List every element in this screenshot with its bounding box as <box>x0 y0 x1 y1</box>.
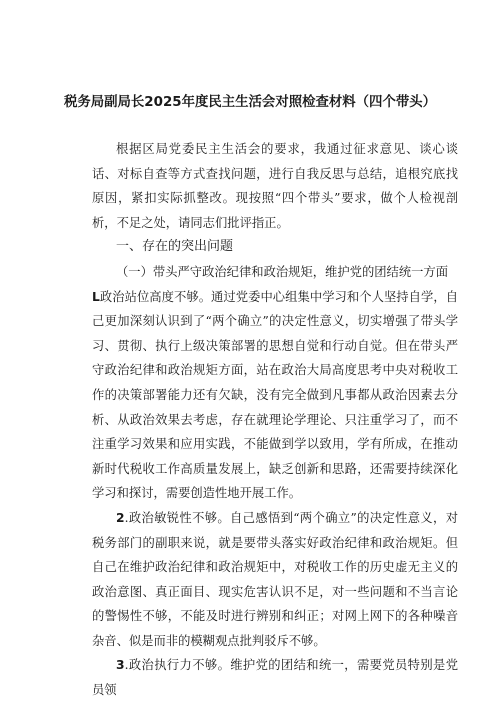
section-heading-problems: 一、存在的突出问题 <box>116 239 234 255</box>
document-title: 税务局副局长2025年度民主生活会对照检查材料（四个带头） <box>63 95 437 110</box>
item-1-text: 政治站位高度不够。通过党委中心组集中学习和个人坚持自学，自己更加深刻认识到了“两个确立”的决定性意义，切实增强了带头学习、贯彻、执行上级决策部署的思想自觉和行动自觉。但在带头严守政治纪律和政治规矩方面，站在政治大局高度思考中央对税收工作的决策部署能力还有欠缺，没有完全做到凡事都从政治因素去分析、从政治效果去考虑，存在就理论学理论、只注重学习了，而不注重学习效果和应用实践，不能做到学以致用，学有所成，在推动新时代税收工作高质量发展上，缺乏创新和思路，还需要持续深化学习和探讨，需要创造性地开展工作。 <box>92 289 458 501</box>
item-2-text: .政治敏锐性不够。自己感悟到“两个确立”的决定性意义，对税务部门的副职来说，就是要带头落实好政治纪律和政治规矩。但自己在维护政治纪律和政治规矩中，对税收工作的历史虚无主义的政治意图、真正面目、现实危害认识不足，对一些问题和不当言论的警惕性不够，不能及时进行辨别和纠正；对网上网下的各种噪音杂音、似是而非的模糊观点批判驳斥不够。 <box>92 510 458 648</box>
item-3-number: 3 <box>116 658 125 673</box>
intro-paragraph: 根据区局党委民主生活会的要求，我通过征求意见、谈心谈话、对标自查等方式查找问题，进行自我反思与总结，追根究底找原因，紧扣实际抓整改。现按照“四个带头”要求，做个人检视剖析，不足之处，请同志们批评指正。 <box>92 142 458 230</box>
item-1-number: L <box>92 289 100 304</box>
item-2-paragraph <box>92 506 458 654</box>
item-3-paragraph <box>92 653 458 702</box>
item-1-paragraph <box>92 285 458 506</box>
document-body <box>92 137 458 703</box>
item-3-text: .政治执行力不够。维护党的团结和统一，需要党员特别是党员领 <box>92 658 458 698</box>
item-2-number: 2 <box>116 510 125 525</box>
subsection-heading-political-discipline: （一）带头严守政治纪律和政治规矩，维护党的团结统一方面 <box>116 264 449 279</box>
